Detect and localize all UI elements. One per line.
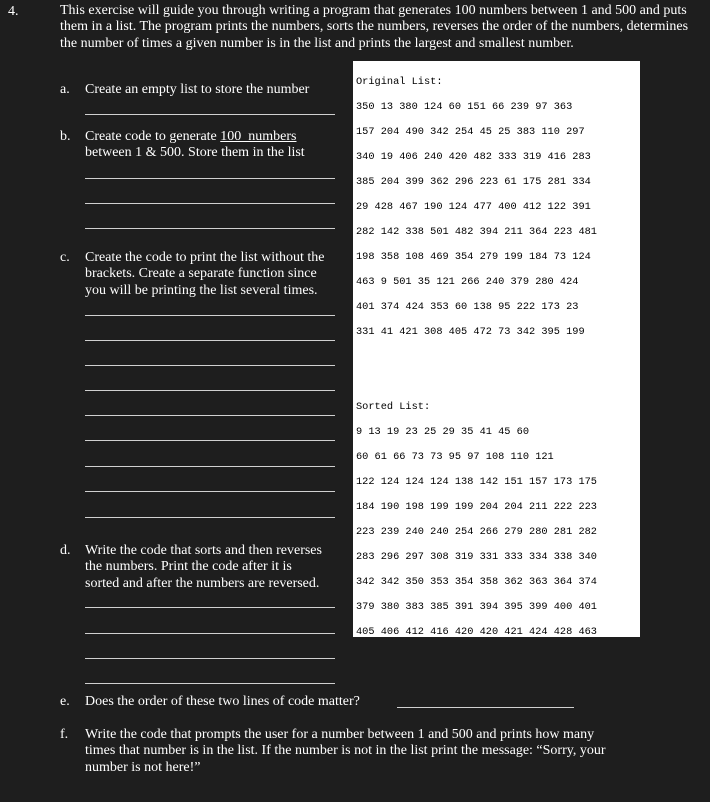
answer-line-b1[interactable]	[85, 178, 335, 179]
item-c-letter: c.	[60, 250, 70, 265]
item-d-letter: d.	[60, 543, 71, 558]
item-f-line1: Write the code that prompts the user for a number between 1 and 500 and prints how many	[85, 727, 595, 742]
item-b-underlined: 100 numbers	[220, 129, 297, 144]
console-sorted-line: 60 61 66 73 73 95 97 108 110 121	[356, 450, 554, 463]
item-c-line2: brackets. Create a separate function since	[85, 266, 317, 282]
console-original-line: 385 204 399 362 296 223 61 175 281 334	[356, 175, 591, 188]
answer-line-d2[interactable]	[85, 633, 335, 634]
console-output	[353, 61, 640, 637]
item-d-text	[85, 543, 322, 592]
console-original-line: 29 428 467 190 124 477 400 412 122 391	[356, 200, 591, 213]
item-b-text	[85, 129, 325, 162]
item-b-pre: Create code to generate	[85, 129, 221, 144]
console-sorted-line: 342 342 350 353 354 358 362 363 364 374	[356, 575, 597, 588]
console-sorted-line: 223 239 240 240 254 266 279 280 281 282	[356, 525, 597, 538]
console-original-line: 331 41 421 308 405 472 73 342 395 199	[356, 325, 585, 338]
answer-line-c2[interactable]	[85, 340, 335, 341]
answer-line-c9[interactable]	[85, 517, 335, 518]
console-original-line: 157 204 490 342 254 45 25 383 110 297	[356, 125, 585, 138]
item-b-letter: b.	[60, 129, 71, 144]
answer-line-c7[interactable]	[85, 466, 335, 467]
answer-line-c8[interactable]	[85, 491, 335, 492]
console-original-line: 282 142 338 501 482 394 211 364 223 481	[356, 225, 597, 238]
item-f-line3: number is not here!”	[85, 759, 201, 775]
item-e-text: Does the order of these two lines of code matter?	[85, 694, 360, 709]
item-b-post: between 1 & 500. Store them in the list	[85, 145, 305, 161]
answer-line-d4[interactable]	[85, 683, 335, 684]
item-f-text	[85, 727, 606, 776]
answer-line-c1[interactable]	[85, 315, 335, 316]
console-sorted-line: 122 124 124 124 138 142 151 157 173 175	[356, 475, 597, 488]
item-c-line3: you will be printing the list several times.	[85, 282, 318, 298]
answer-line-b2[interactable]	[85, 203, 335, 204]
console-sorted-line: 405 406 412 416 420 420 421 424 428 463	[356, 625, 597, 637]
console-original-title: Original List:	[356, 75, 443, 88]
answer-line-c3[interactable]	[85, 365, 335, 366]
console-sorted-line: 9 13 19 23 25 29 35 41 45 60	[356, 425, 530, 438]
answer-line-a1[interactable]	[85, 114, 335, 115]
question-intro: This exercise will guide you through writing a program that generates 100 numbers between 1 and 500 and puts them in a list. The program prints the numbers, sorts the numbers, reverses the order of the numbers, determines the number of times a given number is in the list and prints the largest and smallest number.	[60, 3, 689, 51]
item-f-letter: f.	[60, 727, 69, 742]
answer-line-d3[interactable]	[85, 658, 335, 659]
answer-line-d1[interactable]	[85, 607, 335, 608]
console-original-line: 198 358 108 469 354 279 199 184 73 124	[356, 250, 591, 263]
console-sorted-line: 184 190 198 199 199 204 204 211 222 223	[356, 500, 597, 513]
item-c-line1: Create the code to print the list without the	[85, 250, 325, 265]
item-a-letter: a.	[60, 82, 70, 97]
item-e-letter: e.	[60, 694, 70, 709]
console-original-line: 340 19 406 240 420 482 333 319 416 283	[356, 150, 591, 163]
question-number: 4.	[8, 4, 19, 19]
console-sorted-title: Sorted List:	[356, 400, 431, 413]
answer-line-c4[interactable]	[85, 390, 335, 391]
item-c-text	[85, 250, 325, 299]
console-original-line: 463 9 501 35 121 266 240 379 280 424	[356, 275, 579, 288]
answer-line-e[interactable]	[397, 707, 574, 708]
item-d-line3: sorted and after the numbers are reversed.	[85, 575, 320, 591]
console-sorted-line: 283 296 297 308 319 331 333 334 338 340	[356, 550, 597, 563]
answer-line-b3[interactable]	[85, 228, 335, 229]
console-original-line: 350 13 380 124 60 151 66 239 97 363	[356, 100, 573, 113]
item-d-line1: Write the code that sorts and then reverses	[85, 543, 322, 558]
item-d-line2: the numbers. Print the code after it is	[85, 559, 292, 575]
answer-line-c5[interactable]	[85, 415, 335, 416]
item-f-line2: times that number is in the list. If the number is not in the list print the message: “Sorry, your	[85, 743, 606, 759]
answer-line-c6[interactable]	[85, 440, 335, 441]
item-a-text: Create an empty list to store the number	[85, 82, 310, 97]
console-sorted-line: 379 380 383 385 391 394 395 399 400 401	[356, 600, 597, 613]
console-original-line: 401 374 424 353 60 138 95 222 173 23	[356, 300, 579, 313]
